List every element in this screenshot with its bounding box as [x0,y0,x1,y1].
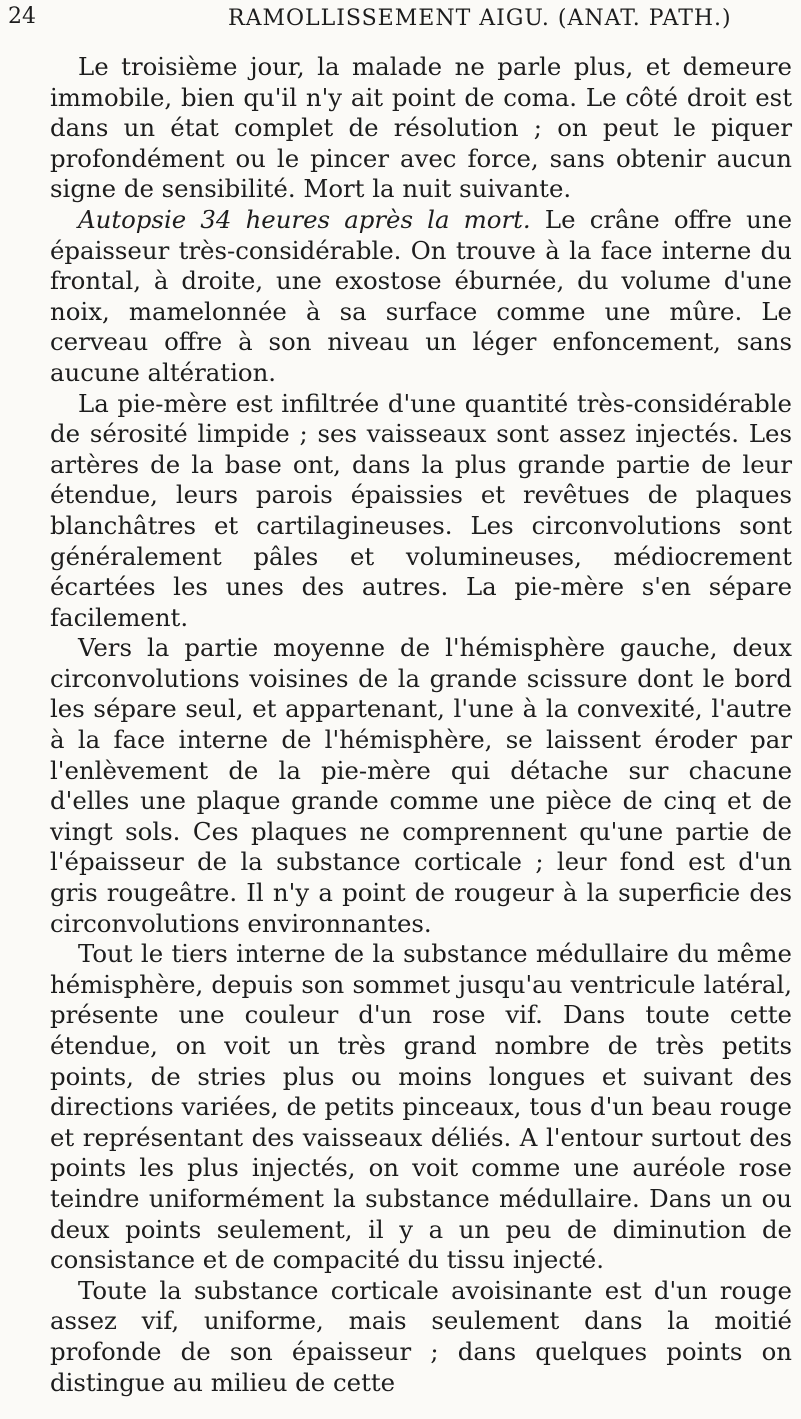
paragraph-text: La pie-mère est infiltrée d'une quantité très-considérable de sérosité limpide ; ses vaisseaux sont assez injectés. Les artères de la base ont, dans la plus grande partie de leur étendue, leurs parois épaissies et revêtues de plaques blanchâtres et cartilagineuses. Les circonvolutions sont généralement pâles et volumineuses, médiocrement écartées les unes des autres. La pie-mère s'en sépare facilement. [50,388,792,632]
paragraph-cortical [50,1276,792,1398]
autopsy-heading: Autopsie 34 heures après la mort. [78,204,531,234]
paragraph-pia-mater [50,389,792,634]
paragraph-medullary [50,939,792,1276]
paragraph-text: Le crâne offre une épaisseur très-considérable. On trouve à la face interne du frontal, à droite, une exostose éburnée, du volume d'une noix, mamelonnée à sa surface comme une mûre. Le cerveau offre à son niveau un léger enfoncement, sans aucune altération. [50,204,793,387]
paragraph-convolutions [50,633,792,939]
paragraph-text: Vers la partie moyenne de l'hémisphère gauche, deux circonvolutions voisines de la grande scissure dont le bord les sépare seul, et appartenant, l'une à la convexité, l'autre à la face interne de l'hémisphère, se laissent éroder par l'enlèvement de la pie-mère qui détache sur chacune d'elles une plaque grande comme une pièce de cinq et de vingt sols. Ces plaques ne comprennent qu'une partie de l'épaisseur de la substance corticale ; leur fond est d'un gris rougeâtre. Il n'y a point de rougeur à la superficie des circonvolutions environnantes. [50,633,792,938]
paragraph-text: Toute la substance corticale avoisinante est d'un rouge assez vif, uniforme, mais seulement dans la moitié profonde de son épaisseur ; dans quelques points on distingue au milieu de cette [50,1275,792,1397]
paragraph-text: Tout le tiers interne de la substance médullaire du même hémisphère, depuis son sommet jusqu'au ventricule latéral, présente une couleur d'un rose vif. Dans toute cette étendue, on voit un très grand nombre de très petits points, de stries plus ou moins longues et suivant des directions variées, de petits pinceaux, tous d'un beau rouge et représentant des vaisseaux déliés. A l'entour surtout des points les plus injectés, on voit comme une auréole rose teindre uniformément la substance médullaire. Dans un ou deux points seulement, il y a un peu de diminution de consistance et de compacité du tissu injecté. [50,939,792,1275]
paragraph-symptoms [50,52,792,205]
running-head: RAMOLLISSEMENT AIGU. (ANAT. PATH.) [228,6,732,31]
paragraph-autopsy [50,205,792,389]
body-text [50,52,792,1398]
page-number: 24 [8,4,36,29]
paragraph-text: Le troisième jour, la malade ne parle plus, et demeure immobile, bien qu'il n'y ait point de coma. Le côté droit est dans un état complet de résolution ; on peut le piquer profondément ou le pincer avec force, sans obtenir aucun signe de sensibilité. Mort la nuit suivante. [50,52,792,204]
